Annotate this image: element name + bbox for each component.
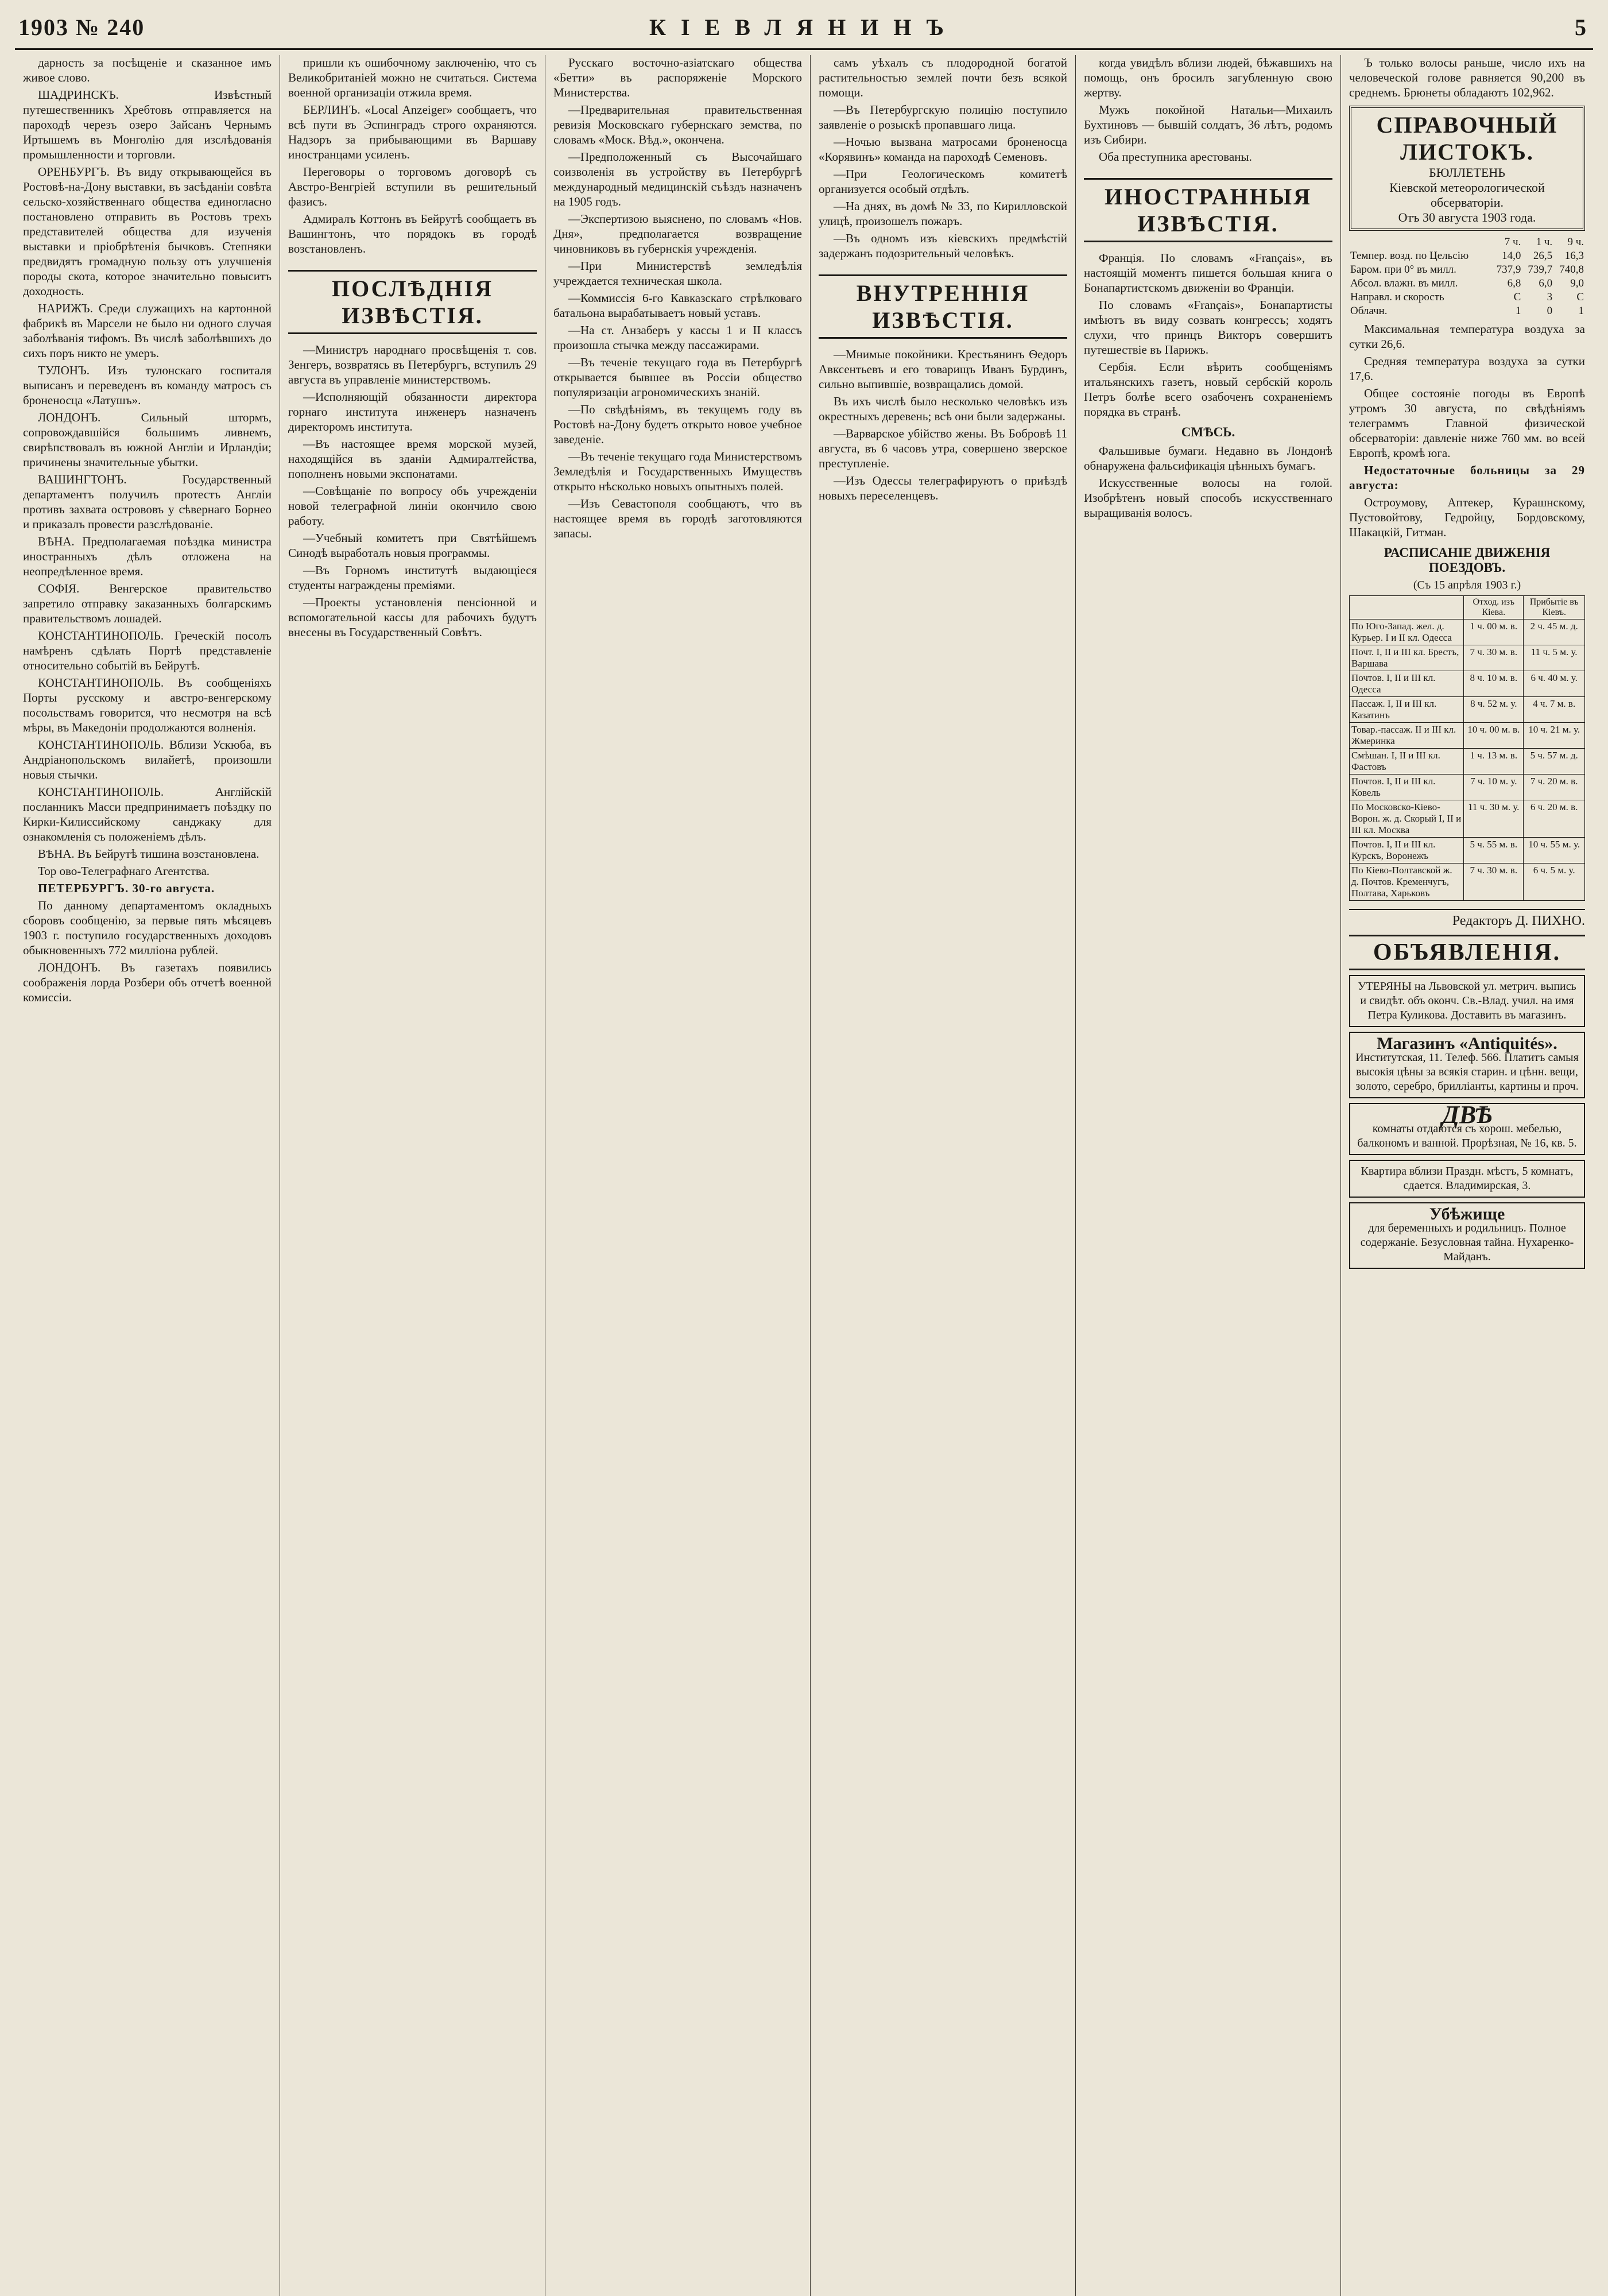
table-cell: 11 ч. 5 м. у. <box>1524 645 1585 671</box>
ad-two-rooms-title: ДВѢ <box>1442 1101 1493 1129</box>
table-cell: Почт. I, II и III кл. Брестъ, Варшава <box>1350 645 1464 671</box>
article-paragraph: —Въ Горномъ институтѣ выдающіеся студенты награждены премiями. <box>288 563 537 592</box>
article-paragraph: —Въ настоящее время морской музей, находящійся въ зданіи Адмиралтейства, пополненъ новыми экспонатами. <box>288 437 537 481</box>
article-paragraph: самъ уѣхалъ съ плодородной богатой растительностью землей почти безъ всякой помощи. <box>819 56 1067 99</box>
col2-paragraphs <box>288 55 537 256</box>
column-4 <box>811 55 1076 2296</box>
article-paragraph: Тор ово-Телеграфнаго Агентства. <box>38 864 210 878</box>
table-cell: Абсол. влажн. въ милл. <box>1350 277 1458 289</box>
article-paragraph: ОРЕНБУРГЪ. Въ виду открывающейся въ Ростовѣ-на-Дону выставки, въ засѣданіи совѣта сельско-хозяйственнаго общества единогласно постановлено отправить въ Ростовъ трехъ представителей общества для изученія выставки и пріобрѣтенія бычковъ. Степняки предвидятъ громадную пользу отъ улучшенія породы скота, которое значительно повыситъ доходность. <box>23 165 272 298</box>
table-row <box>1350 671 1585 697</box>
table-cell: 7 ч. 10 м. у. <box>1464 775 1524 800</box>
article-paragraph: —Въ Петербургскую полицію поступило заявленіе о розыскѣ пропавшаго лица. <box>819 103 1067 131</box>
schedule-header-cell: Прибытіе въ Кіевъ. <box>1524 596 1585 620</box>
column-5 <box>1076 55 1341 2296</box>
section-last-news-title: ПОСЛѢДНІЯ ИЗВѢСТІЯ. <box>288 270 537 334</box>
article-paragraph: КОНСТАНТИНОПОЛЬ. Англійскій посланникъ Масси предпринимаетъ поѣздку по Кирки-Килиссийскому санджаку для ознакомленія съ положеніемъ дѣлъ. <box>23 785 272 843</box>
ad-apartment-text: Квартира вблизи Праздн. мѣстъ, 5 комнатъ, сдается. Владимирская, 3. <box>1361 1165 1574 1192</box>
table-cell: 2 ч. 45 м. д. <box>1524 620 1585 645</box>
table-cell: 10 ч. 00 м. в. <box>1464 723 1524 749</box>
weather-header-cell <box>1349 235 1491 249</box>
table-cell: Почтов. I, II и III кл. Ковель <box>1350 775 1464 800</box>
table-cell: 6 ч. 5 м. у. <box>1524 864 1585 901</box>
article-paragraph: —Экспертизою выяснено, по словамъ «Нов. Дня», предполагается возвращение чиновниковъ въ губернскія учрежденія. <box>553 212 802 255</box>
article-paragraph: Переговоры о торговомъ договорѣ съ Австро-Венгріей вступили въ решительный фазисъ. <box>288 165 537 208</box>
article-paragraph: —Министръ народнаго просвѣщенія т. сов. Зенгеръ, возвратясь въ Петербургъ, вступилъ 29 августа въ управленіе министерствомъ. <box>288 343 537 386</box>
article-paragraph: НАРИЖЪ. Среди служащихъ на картонной фабрикѣ въ Марсели не было ни одного случая заболѣванія тифомъ. Въ числѣ заболѣвшихъ до сихъ поръ никто не умеръ. <box>23 301 272 360</box>
table-cell: 9,0 <box>1570 277 1584 289</box>
table-cell: 7 ч. 30 м. в. <box>1464 645 1524 671</box>
article-paragraph: —Мнимые покойники. Крестьянинъ Ѳедоръ Авксентьевъ и его товарищъ Иванъ Бурдинъ, сильно выпившiе, возвращались домой. <box>819 347 1067 391</box>
table-row <box>1350 864 1585 901</box>
schedule-header-row <box>1350 596 1585 620</box>
table-cell: 1 <box>1578 305 1584 317</box>
issue-number: 1903 № 240 <box>18 14 145 40</box>
table-cell: Смѣшан. I, II и III кл. Фастовъ <box>1350 749 1464 775</box>
petersburg-text: По данному департаментомъ окладныхъ сборовъ сообщенію, за первые пять мѣсяцевъ 1903 г. поступило государственныхъ доходовъ обыкновенныхъ 772 милліона рублей. <box>23 899 272 957</box>
article-paragraph: —Предварительная правительственная ревизія Московскаго губернскаго земства, по словамъ «Моск. Вѣд.», окончена. <box>553 103 802 146</box>
article-paragraph: —На ст. Анзаберъ у кассы 1 и II классъ произошла стычка между пассажирами. <box>553 323 802 352</box>
table-row <box>1349 277 1585 291</box>
table-row <box>1349 304 1585 318</box>
ad-shelter <box>1349 1202 1585 1269</box>
table-cell: Пассаж. I, II и III кл. Казатинъ <box>1350 697 1464 723</box>
table-row <box>1349 249 1585 263</box>
article-paragraph: По словамъ «Français», Бонапартисты имѣютъ въ виду созвать конгрессъ; ходятъ слухи, что принцъ Викторъ совершитъ путешествіе въ Парижъ. <box>1084 298 1332 357</box>
ad-antiquites-text: Институтская, 11. Телеф. 566. Платитъ самыя высокія цѣны за всякія старин. и цѣнн. вещи, золото, серебро, брилліанты, картины и проч. <box>1355 1051 1579 1093</box>
weather-header-cell: 9 ч. <box>1567 236 1584 248</box>
article-paragraph: —Исполняющій обязанности директора горнаго института инженеръ назначенъ директоромъ института. <box>288 390 537 433</box>
london-text: ЛОНДОНЪ. Въ газетахъ появились соображенія лорда Розбери объ отчетѣ военной комиссіи. <box>23 961 272 1004</box>
article-paragraph: ШАДРИНСКЪ. Извѣстный путешественникъ Хребтовъ отправляется на пароходѣ черезъ озеро Зайсанъ Чернымъ Иртышемъ въ Монголію для изслѣдованія промышленности и торговли. <box>23 88 272 161</box>
col6-intro: Ъ только волосы раньше, число ихъ на человеческой голове равняется 90,200 въ среднемъ. Брюнеты обладаютъ 102,962. <box>1349 56 1585 99</box>
article-paragraph: дарность за посѣщеніе и сказанное имъ живое слово. <box>23 56 272 84</box>
section-internal-news-title: ВНУТРЕННІЯ ИЗВѢСТІЯ. <box>819 274 1067 339</box>
schedule-header-cell <box>1350 596 1464 620</box>
table-cell: 6 ч. 20 м. в. <box>1524 800 1585 838</box>
table-cell: 739,7 <box>1528 264 1553 276</box>
article-paragraph: ВѢНА. Въ Бейрутѣ тишина возстановлена. <box>38 847 259 861</box>
table-cell: 5 ч. 55 м. в. <box>1464 838 1524 864</box>
table-cell: 16,3 <box>1564 250 1584 262</box>
ad-shelter-text: для беременныхъ и родильницъ. Полное содержаніе. Безусловная тайна. Нухаренко-Майданъ. <box>1360 1222 1574 1263</box>
table-cell: Направл. и скорость <box>1350 291 1444 303</box>
article-paragraph: КОНСТАНТИНОПОЛЬ. Въ сообщеніяхъ Порты русскому и австро-венгерскому посольствамъ говорится, что несмотря на всѣ мѣры, въ Македоніи продолжаются волненія. <box>23 676 272 734</box>
table-cell: 10 ч. 21 м. у. <box>1524 723 1585 749</box>
schedule-subtitle: (Съ 15 апрѣля 1903 г.) <box>1413 579 1521 591</box>
table-cell: 7 ч. 20 м. в. <box>1524 775 1585 800</box>
ad-lost-documents-text: УТЕРЯНЫ на Львовской ул. метрич. выпись и свидѣт. объ оконч. Св.-Влад. учил. на имя Петра Куликова. Доставить въ магазинъ. <box>1358 980 1576 1021</box>
article-paragraph: Средняя температура воздуха за сутки 17,6. <box>1349 354 1585 383</box>
table-cell: 3 <box>1547 291 1553 303</box>
table-cell: 14,0 <box>1502 250 1521 262</box>
table-cell: 0 <box>1547 305 1553 317</box>
ad-antiquites <box>1349 1032 1585 1098</box>
article-paragraph: Русскаго восточно-азіатскаго общества «Бетти» въ распоряженіе Морского Министерства. <box>553 56 802 99</box>
foreign-news-list <box>1084 250 1332 419</box>
article-paragraph: КОНСТАНТИНОПОЛЬ. Греческій посолъ намѣренъ сдѣлать Портѣ представленіе относительно событій въ Бейрутѣ. <box>23 629 272 672</box>
table-cell: Товар.-пассаж. II и III кл. Жмеринка <box>1350 723 1464 749</box>
article-paragraph: ВАШИНГТОНЪ. Государственный департаментъ получилъ протестъ Англіи противъ захвата острововъ у сѣвернаго Борнео и приказалъ провести разслѣдованіе. <box>23 473 272 531</box>
article-paragraph: Максимальная температура воздуха за сутки 26,6. <box>1349 322 1585 351</box>
article-paragraph: ЛОНДОНЪ. Сильный штормъ, сопровождавшійся большимъ ливнемъ, свирѣпствовалъ въ южной Англіи и Ирландіи; причинены значительные убытки. <box>23 411 272 469</box>
article-paragraph: —Коммиссія 6-го Кавказскаго стрѣлковаго батальона вырабатываетъ новый уставъ. <box>553 291 802 320</box>
duty-title: Недостаточные больницы за 29 августа: <box>1349 463 1585 492</box>
ad-two-rooms-text: комнаты отдаются съ хорош. мебелью, балкономъ и ванной. Прорѣзная, № 16, кв. 5. <box>1357 1122 1577 1149</box>
table-cell: 1 ч. 00 м. в. <box>1464 620 1524 645</box>
bulletin-date: Отъ 30 августа 1903 года. <box>1398 210 1536 224</box>
table-cell: C <box>1576 291 1584 303</box>
article-paragraph: Франція. По словамъ «Français», въ настоящій моментъ пишется большая книга о Бонапартистскомъ движеніи во Франціи. <box>1084 251 1332 295</box>
editor-credit: Редакторъ Д. ПИХНО. <box>1349 909 1585 929</box>
article-paragraph: —По свѣдѣніямъ, въ текущемъ году въ Ростовѣ на-Дону будетъ открыто новое учебное заведеніе. <box>553 402 802 446</box>
article-paragraph: —Въ одномъ изъ кіевскихъ предмѣстій задержанъ подозрительный человѣкъ. <box>819 231 1067 260</box>
table-row <box>1349 291 1585 304</box>
column-2 <box>280 55 545 2296</box>
column-6 <box>1341 55 1593 2296</box>
page-number: 5 <box>1575 14 1587 40</box>
table-cell: 6 ч. 40 м. у. <box>1524 671 1585 697</box>
article-paragraph: Адмиралъ Коттонъ въ Бейрутѣ сообщаетъ въ Вашингтонъ, что порядокъ въ городѣ возстановленъ. <box>288 212 537 255</box>
article-paragraph: Мужъ покойной Натальи—Михаилъ Бухтиновъ — бывшій солдатъ, 36 лѣтъ, родомъ изъ Сибири. <box>1084 103 1332 146</box>
duty-text: Остроумову, Аптекер, Курашнскому, Пустовойтову, Гедройцу, Бордовскому, Шакацкій, Гитман. <box>1349 495 1585 539</box>
article-paragraph: Въ ихъ числѣ было несколько человѣкъ изъ окрестныхъ деревень; всѣ они были задержаны. <box>819 394 1067 423</box>
article-paragraph: Оба преступника арестованы. <box>1099 150 1252 164</box>
table-cell: Темпер. возд. по Цельсію <box>1350 250 1469 262</box>
article-paragraph: пришли къ ошибочному заключенію, что съ Великобританіей можно не считаться. Система военной организаціи отжила время. <box>288 56 537 99</box>
weather-table <box>1349 235 1585 318</box>
col4-paragraphs <box>819 55 1067 261</box>
column-1 <box>15 55 280 2296</box>
train-schedule-table <box>1349 595 1585 901</box>
table-row <box>1350 620 1585 645</box>
article-paragraph: —Проекты установленія пенсіонной и вспомогательной кассы для рабочихъ будутъ внесены въ Государственный Совѣтъ. <box>288 595 537 639</box>
article-paragraph: —При Министерствѣ земледѣлія учреждается техническая школа. <box>553 259 802 288</box>
table-cell: 6,0 <box>1539 277 1553 289</box>
article-paragraph: —Изъ Севастополя сообщаютъ, что въ настоящее время въ городѣ заготовляются запасы. <box>553 497 802 540</box>
table-cell: По Московско-Кіево-Ворон. ж. д. Скорый I, II и III кл. Москва <box>1350 800 1464 838</box>
observatory-label: Кіевской метеорологической обсерваторіи. <box>1389 180 1545 210</box>
col1-paragraphs <box>23 55 272 878</box>
article-paragraph: КОНСТАНТИНОПОЛЬ. Вблизи Ускюба, въ Андріанопольскомъ вилайетѣ, произошли новыя стычки. <box>23 738 272 781</box>
table-cell: 8 ч. 10 м. в. <box>1464 671 1524 697</box>
table-cell: 1 ч. 13 м. в. <box>1464 749 1524 775</box>
article-paragraph: —Учебный комитетъ при Святѣйшемъ Синодѣ выработалъ новыя программы. <box>288 531 537 560</box>
table-cell: 8 ч. 52 м. у. <box>1464 697 1524 723</box>
table-cell: 6,8 <box>1507 277 1521 289</box>
table-cell: 737,9 <box>1496 264 1521 276</box>
weather-notes <box>1349 322 1585 460</box>
table-cell: 5 ч. 57 м. д. <box>1524 749 1585 775</box>
weather-header-cell: 1 ч. <box>1536 236 1553 248</box>
table-row <box>1349 263 1585 277</box>
table-cell: Облачн. <box>1350 305 1388 317</box>
article-paragraph: БЕРЛИНЪ. «Local Anzeiger» сообщаетъ, что всѣ пути въ Эспинградъ строго охраняются. Надзоръ за прибывающими въ Варшаву иностранцами усиленъ. <box>288 103 537 161</box>
col3-paragraphs <box>553 55 802 541</box>
column-3 <box>545 55 811 2296</box>
table-cell: 10 ч. 55 м. у. <box>1524 838 1585 864</box>
schedule-title: РАСПИСАНІЕ ДВИЖЕНІЯ ПОЕЗДОВЪ. <box>1384 545 1551 575</box>
ad-two-rooms <box>1349 1103 1585 1155</box>
ad-antiquites-title: Магазинъ «Antiquités». <box>1377 1034 1557 1053</box>
petersburg-heading: ПЕТЕРБУРГЪ. 30-го августа. <box>38 881 215 895</box>
weather-header-row <box>1349 235 1585 249</box>
table-cell: 4 ч. 7 м. в. <box>1524 697 1585 723</box>
table-row <box>1350 838 1585 864</box>
article-paragraph: —Ночью вызвана матросами броненосца «Корявинъ» команда на пароходѣ Семеновъ. <box>819 135 1067 164</box>
table-cell: Почтов. I, II и III кл. Одесса <box>1350 671 1464 697</box>
table-row <box>1350 723 1585 749</box>
table-cell: 1 <box>1515 305 1521 317</box>
article-paragraph: —Совѣщаніе по вопросу объ учрежденіи новой телеграфной линіи окончило свою работу. <box>288 484 537 528</box>
section-smes-title: СМѢСЬ. <box>1181 425 1235 439</box>
table-row <box>1350 775 1585 800</box>
article-paragraph: Сербія. Если вѣрить сообщеніямъ итальянскихъ газетъ, новый сербскій король Петръ болѣе всего озабоченъ сохраненіемъ порядка въ странѣ. <box>1084 360 1332 419</box>
article-paragraph: Общее состояніе погоды въ Европѣ утромъ 30 августа, по свѣдѣніямъ телеграммъ Главной физической обсерваторіи: давленіе ниже 760 мм. во всей Европѣ, кромѣ юга. <box>1349 386 1585 460</box>
table-cell: C <box>1513 291 1521 303</box>
article-paragraph: Фальшивые бумаги. Недавно въ Лондонѣ обнаружена фальсификація цѣнныхъ бумагъ. <box>1084 444 1332 473</box>
weather-rows <box>1349 249 1585 318</box>
table-cell: По Юго-Запад. жел. д. Курьер. I и II кл. Одесса <box>1350 620 1464 645</box>
article-paragraph: —Изъ Одессы телеграфируютъ о приѣздѣ новыхъ переселенцевъ. <box>819 474 1067 502</box>
article-paragraph: —На днях, въ домѣ № 33, по Кирилловской улицѣ, произошелъ пожаръ. <box>819 199 1067 228</box>
article-paragraph: Искусственные волосы на голой. Изобрѣтенъ новый способъ искусственнаго выращиванія волосъ. <box>1084 476 1332 520</box>
table-row <box>1350 749 1585 775</box>
article-paragraph: ВѢНА. Предполагаемая поѣздка министра иностранныхъ дѣлъ отложена на неопредѣленное время. <box>23 535 272 578</box>
table-row <box>1350 645 1585 671</box>
table-cell: Баром. при 0° въ милл. <box>1350 264 1456 276</box>
article-paragraph: —Въ теченіе текущаго года въ Петербургѣ открывается бывшее въ Россіи общество популяризаціи агрономическихъ знаній. <box>553 355 802 399</box>
section-foreign-news-title: ИНОСТРАННЫЯ ИЗВѢСТІЯ. <box>1084 178 1332 242</box>
weather-header-cell: 7 ч. <box>1504 236 1521 248</box>
table-cell: 26,5 <box>1533 250 1553 262</box>
ads-title: ОБЪЯВЛЕНІЯ. <box>1349 935 1585 970</box>
table-row <box>1350 697 1585 723</box>
schedule-header-cell: Отход. изъ Кіева. <box>1464 596 1524 620</box>
bulletin-label: БЮЛЛЕТЕНЬ <box>1429 165 1505 180</box>
newspaper-title: КІЕВЛЯНИНЪ <box>649 14 959 40</box>
table-cell: 7 ч. 30 м. в. <box>1464 864 1524 901</box>
smes-list <box>1084 443 1332 520</box>
ad-apartment <box>1349 1160 1585 1198</box>
article-paragraph: —Въ теченіе текущаго года Министерствомъ Земледѣлія и Государственныхъ Имуществъ открыто нѣсколько новыхъ опытныхъ полей. <box>553 450 802 493</box>
reference-title: СПРАВОЧНЫЙ ЛИСТОКЪ. <box>1376 112 1558 165</box>
article-paragraph: ТУЛОНЪ. Изъ тулонскаго госпиталя выписанъ и переведенъ въ команду матросъ съ броненосца «Латушъ». <box>23 363 272 407</box>
col5-paragraphs <box>1084 55 1332 164</box>
article-paragraph: когда увидѣлъ вблизи людей, бѣжавшихъ на помощь, онъ бросилъ загубленную свою жертву. <box>1084 56 1332 99</box>
article-paragraph: —При Геологическомъ комитетѣ организуется особый отдѣлъ. <box>819 167 1067 196</box>
reference-box <box>1349 106 1585 231</box>
internal-news-list <box>819 347 1067 503</box>
table-cell: Почтов. I, II и III кл. Курскъ, Воронежъ <box>1350 838 1464 864</box>
article-paragraph: —Варварское убійство жены. Въ Бобровѣ 11 августа, въ 6 часовъ утра, совершено зверское преступленіе. <box>819 427 1067 470</box>
article-paragraph: —Предположенный съ Высочайшаго соизволенія въ устройству въ Петербургѣ международный медицинскій съѣздъ назначенъ на 1905 годъ. <box>553 150 802 208</box>
table-cell: 740,8 <box>1559 264 1584 276</box>
table-row <box>1350 800 1585 838</box>
ad-shelter-title: Убѣжище <box>1429 1205 1505 1223</box>
schedule-rows <box>1350 620 1585 901</box>
last-news-list <box>288 342 537 640</box>
table-cell: По Кіево-Полтавской ж. д. Почтов. Кременчугъ, Полтава, Харьковъ <box>1350 864 1464 901</box>
masthead <box>15 10 1593 50</box>
article-paragraph: СОФІЯ. Венгерское правительство запретило отправку заказанныхъ болгарскимъ правительствомъ лошадей. <box>23 582 272 625</box>
table-cell: 11 ч. 30 м. у. <box>1464 800 1524 838</box>
ad-lost-documents <box>1349 975 1585 1027</box>
columns <box>15 55 1593 2296</box>
